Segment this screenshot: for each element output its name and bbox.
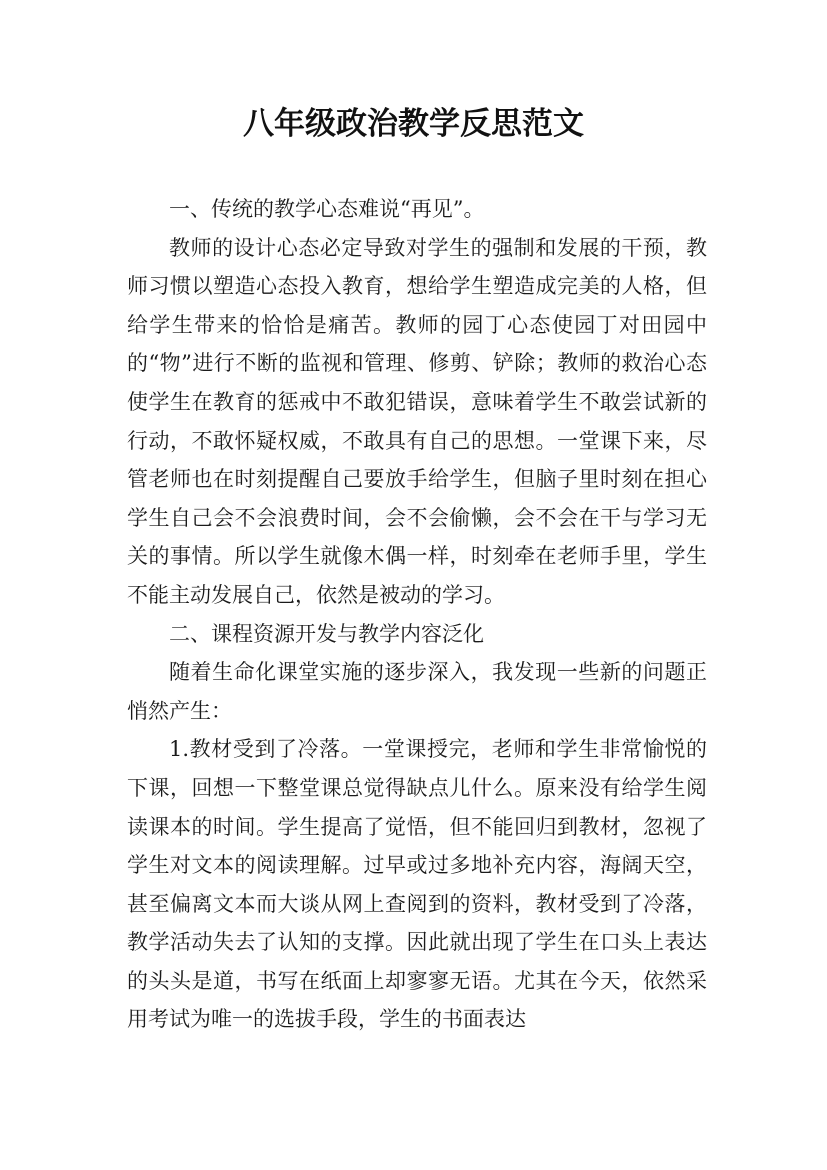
body-paragraph: 随着生命化课堂实施的逐步深入，我发现一些新的问题正悄然产生：	[127, 660, 707, 723]
section-heading-1: 一、传统的教学心态难说“再见”。	[169, 197, 485, 221]
body-paragraph: 教师的设计心态必定导致对学生的强制和发展的干预，教师习惯以塑造心态投入教育，想给学生塑造成完美的人格，但给学生带来的恰恰是痛苦。教师的园丁心态使园丁对田园中的“物”进行不断的监视和管理、修剪、铲除；教师的救治心态使学生在教育的惩戒中不敢犯错误，意味着学生不敢尝试新的行动，不敢怀疑权威，不敢具有自己的思想。一堂课下来，尽管老师也在时刻提醒自己要放手给学生，但脑子里时刻在担心学生自己会不会浪费时间，会不会偷懒，会不会在干与学习无关的事情。所以学生就像木偶一样，时刻牵在老师手里，学生不能主动发展自己，依然是被动的学习。	[127, 235, 707, 607]
document-body	[127, 190, 707, 1039]
body-paragraph: 1.教材受到了冷落。一堂课授完，老师和学生非常愉悦的下课，回想一下整堂课总觉得缺点儿什么。原来没有给学生阅读课本的时间。学生提高了觉悟，但不能回归到教材，忽视了学生对文本的阅读理解。过早或过多地补充内容，海阔天空，甚至偏离文本而大谈从网上查阅到的资料，教材受到了冷落，教学活动失去了认知的支撑。因此就出现了学生在口头上表达的头头是道，书写在纸面上却寥寥无语。尤其在今天，依然采用考试为唯一的选拔手段，学生的书面表达	[127, 737, 707, 1032]
section-heading-2: 二、课程资源开发与教学内容泛化	[169, 621, 484, 646]
document-title: 八年级政治教学反思范文	[243, 106, 584, 142]
